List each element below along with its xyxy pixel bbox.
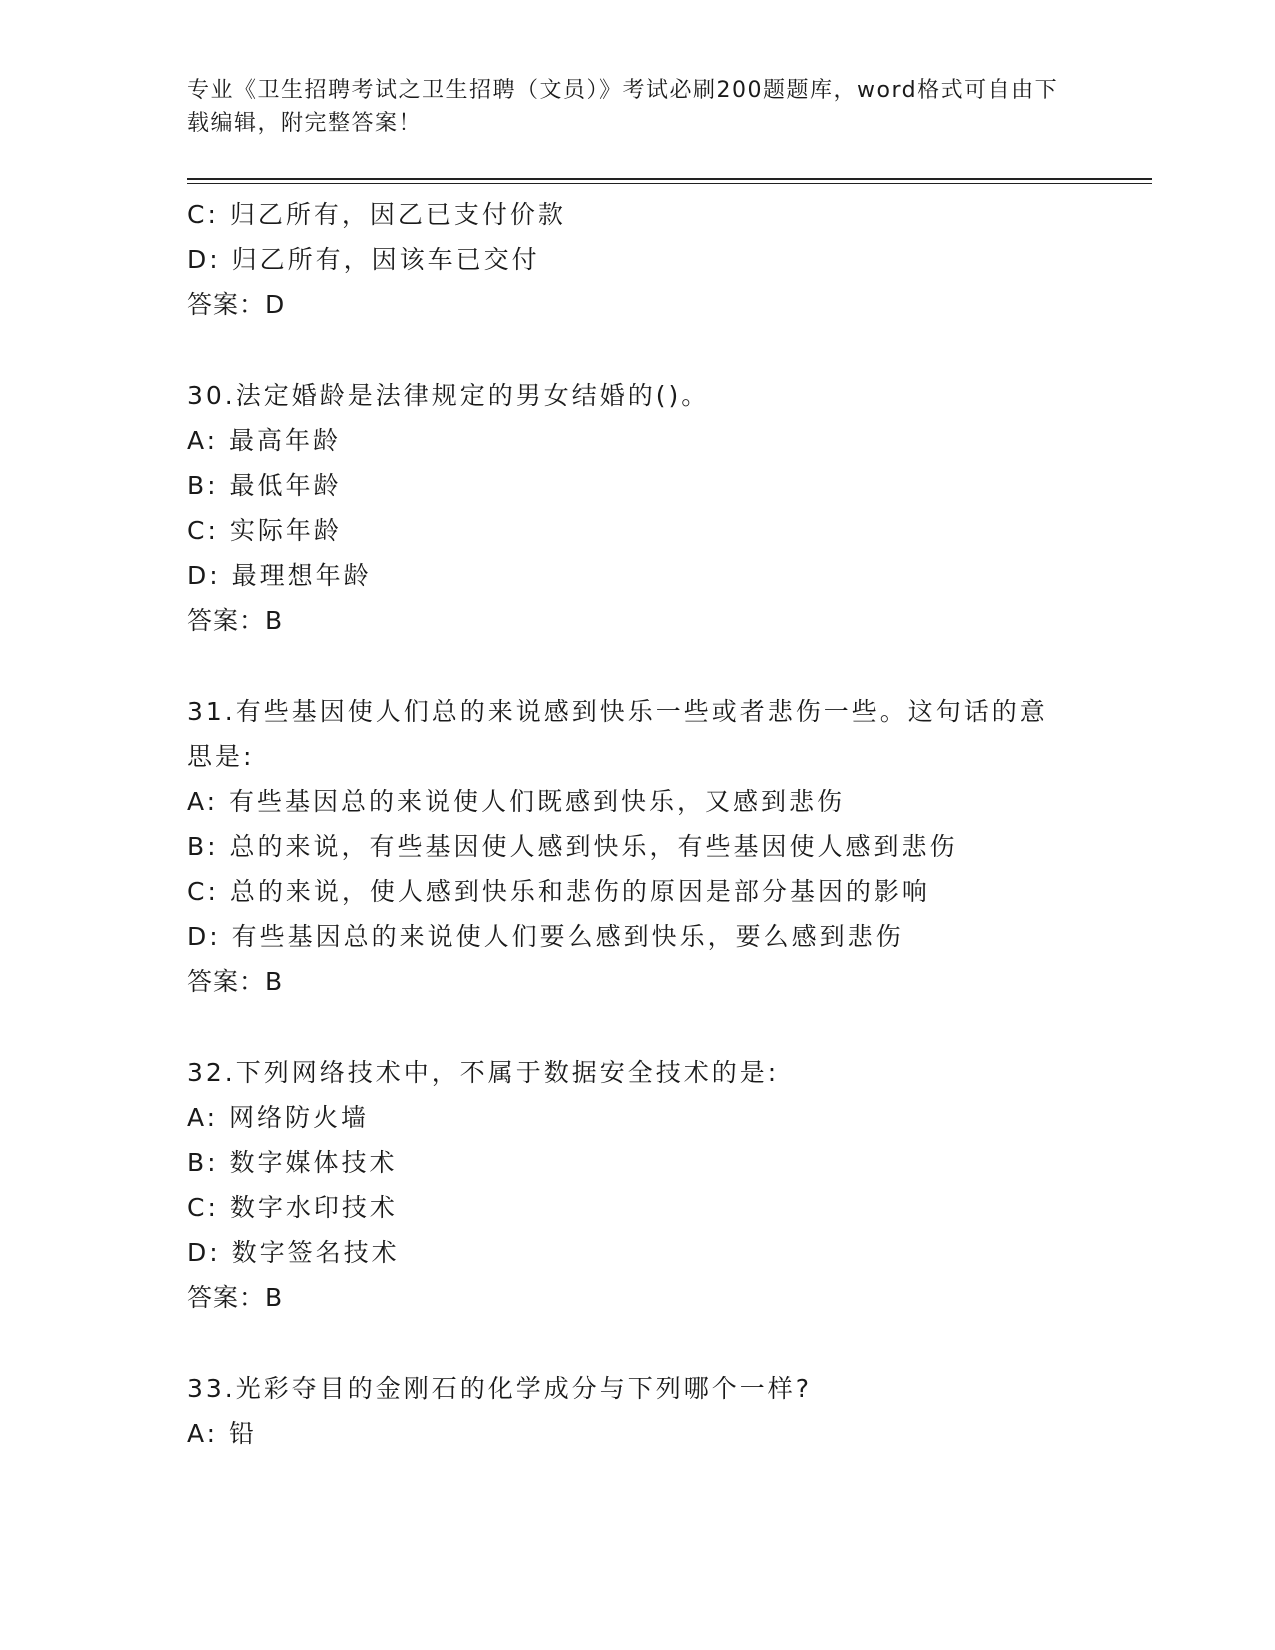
spacer <box>187 1320 1087 1366</box>
spacer <box>187 1004 1087 1050</box>
header-divider-thick <box>187 178 1152 180</box>
option-a: A: 最高年龄 <box>187 426 342 455</box>
carryover-question <box>187 192 1087 327</box>
question-33 <box>187 1366 1087 1456</box>
option-b: B: 数字媒体技术 <box>187 1148 398 1177</box>
option-d: D: 有些基因总的来说使人们要么感到快乐，要么感到悲伤 <box>187 922 904 951</box>
option-d: D: 归乙所有，因该车已交付 <box>187 245 540 274</box>
document-header: 专业《卫生招聘考试之卫生招聘（文员）》考试必刷200题题库，word格式可自由下载编辑，附完整答案！ <box>187 78 1059 136</box>
option-d: D: 最理想年龄 <box>187 561 372 590</box>
option-b: B: 最低年龄 <box>187 471 342 500</box>
header-divider-thin <box>187 183 1152 184</box>
answer-line: 答案：B <box>187 1283 284 1312</box>
question-body <box>187 192 1087 1456</box>
option-b: B: 总的来说，有些基因使人感到快乐，有些基因使人感到悲伤 <box>187 832 958 861</box>
answer-line: 答案：B <box>187 967 284 996</box>
spacer <box>187 327 1087 373</box>
question-stem: 30.法定婚龄是法律规定的男女结婚的()。 <box>187 381 710 410</box>
spacer <box>187 643 1087 689</box>
option-a: A: 铅 <box>187 1419 258 1448</box>
option-c: C: 数字水印技术 <box>187 1193 398 1222</box>
option-c: C: 总的来说，使人感到快乐和悲伤的原因是部分基因的影响 <box>187 877 930 906</box>
option-a: A: 网络防火墙 <box>187 1103 370 1132</box>
question-stem: 31.有些基因使人们总的来说感到快乐一些或者悲伤一些。这句话的意思是: <box>187 697 1048 771</box>
question-30 <box>187 373 1087 643</box>
question-stem: 32.下列网络技术中，不属于数据安全技术的是: <box>187 1058 780 1087</box>
option-a: A: 有些基因总的来说使人们既感到快乐，又感到悲伤 <box>187 787 846 816</box>
question-stem: 33.光彩夺目的金刚石的化学成分与下列哪个一样? <box>187 1374 813 1403</box>
option-c: C: 实际年龄 <box>187 516 342 545</box>
option-d: D: 数字签名技术 <box>187 1238 400 1267</box>
question-32 <box>187 1050 1087 1320</box>
answer-line: 答案：B <box>187 606 284 635</box>
answer-line: 答案：D <box>187 290 286 319</box>
question-31 <box>187 689 1087 1004</box>
option-c: C: 归乙所有，因乙已支付价款 <box>187 200 566 229</box>
